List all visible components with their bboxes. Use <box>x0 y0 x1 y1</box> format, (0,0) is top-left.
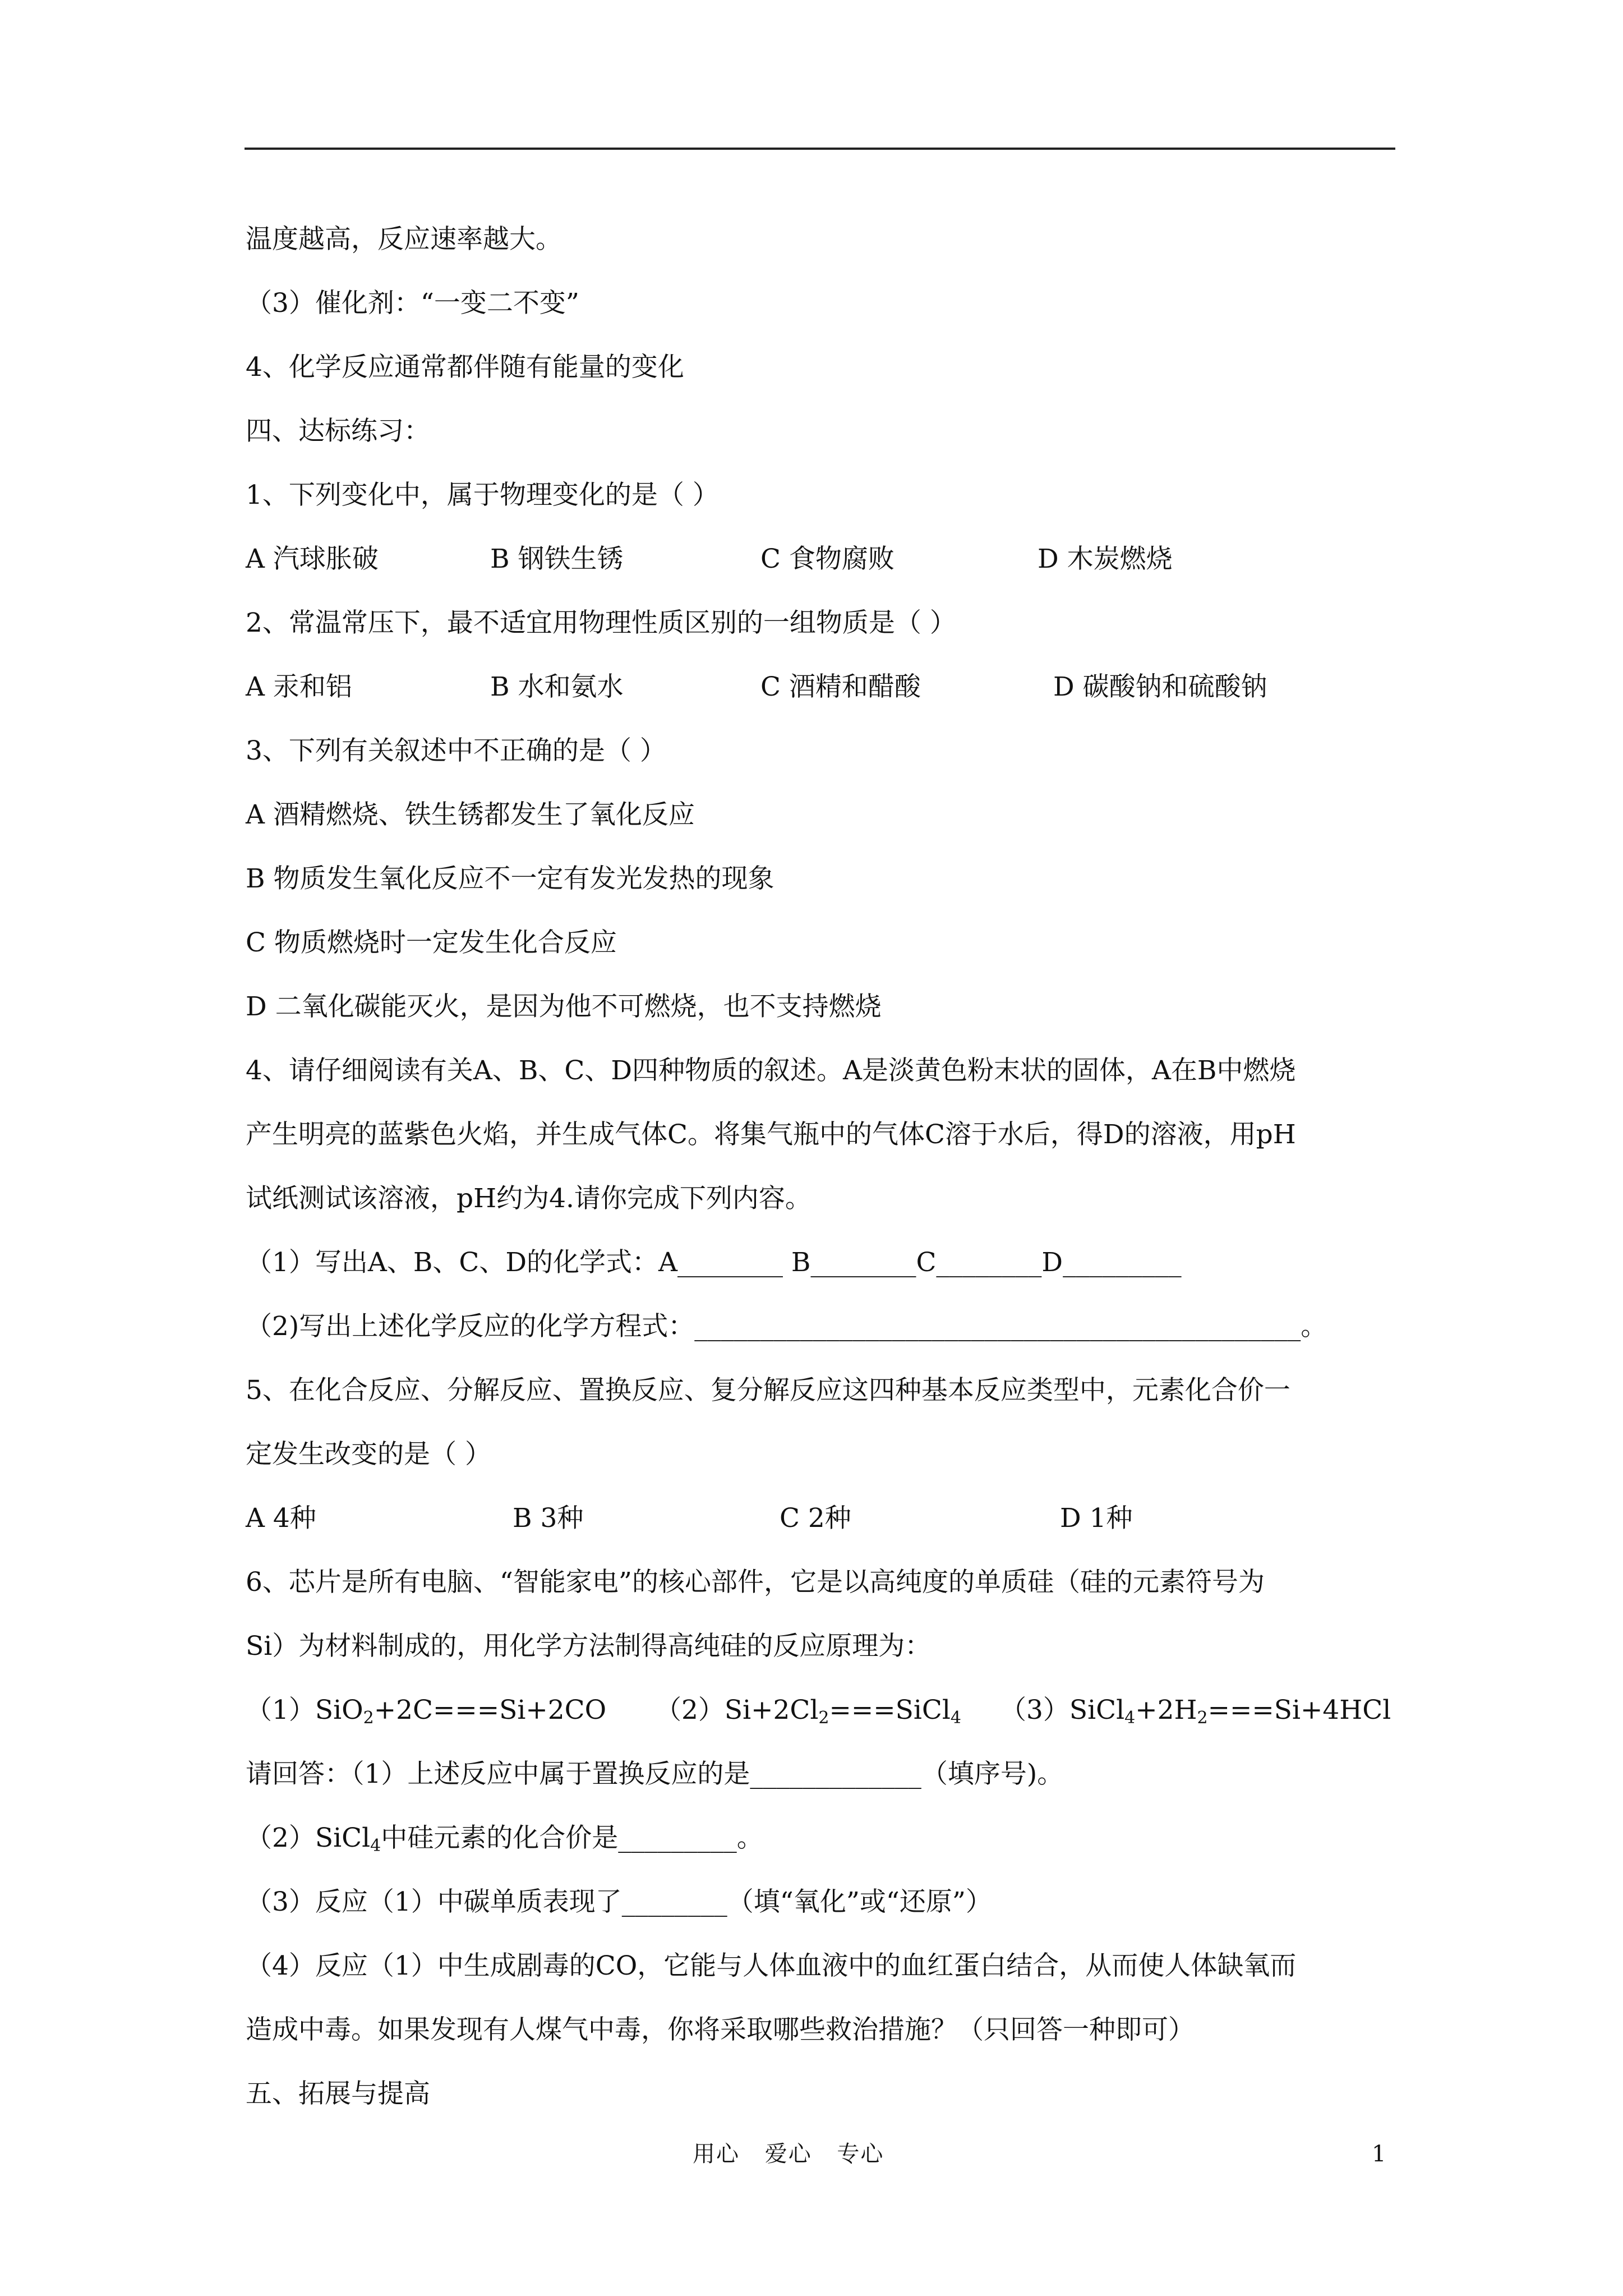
option-c: C 食物腐败 <box>760 544 895 574</box>
option-b: B 水和氨水 <box>490 671 624 702</box>
document-body <box>246 208 1401 2126</box>
option-c: C 酒精和醋酸 <box>760 671 921 702</box>
question-6-part-4: （4）反应（1）中生成剧毒的CO，它能与人体血液中的血红蛋白结合，从而使人体缺氧而 <box>246 1950 1297 1981</box>
reaction-equations <box>246 1678 1401 1742</box>
reaction-1: （1）SiO$_2$+2C===Si+2CO <box>246 1695 607 1728</box>
text-line: Si）为材料制成的，用化学方法制得高纯硅的反应原理为： <box>246 1631 932 1662</box>
option-b: B 钢铁生锈 <box>490 544 624 574</box>
footer-motto: 用心 爱心 专心 <box>693 2141 884 2167</box>
reaction-2: $(2)Si+2Cl_2===SiCl_4$ <box>655 1695 961 1728</box>
question-1: 1、下列变化中，属于物理变化的是（ ） <box>246 480 719 510</box>
question-6: 6、芯片是所有电脑、“智能家电”的核心部件，它是以高纯度的单质硅（硅的元素符号为 <box>246 1567 1265 1598</box>
text-line: 定发生改变的是（ ） <box>246 1439 491 1470</box>
option-d: D 二氧化碳能灭火，是因为他不可燃烧，也不支持燃烧 <box>246 991 882 1022</box>
question-5-options <box>246 1487 1401 1550</box>
reaction-3: $(3)SiCl_4+2H_2===Si+4HCl$ <box>1000 1695 1391 1728</box>
text-line: 温度越高，反应速率越大。 <box>246 224 562 255</box>
text-line: 4、化学反应通常都伴随有能量的变化 <box>246 352 684 383</box>
question-4-part-2: （2)写出上述化学反应的化学方程式：______________________________________________。 <box>246 1311 1327 1342</box>
text-line: 产生明亮的蓝紫色火焰，并生成气体C。将集气瓶中的气体C溶于水后，得D的溶液，用pH <box>246 1119 1296 1150</box>
option-c: C 2种 <box>780 1503 851 1534</box>
option-d: D 木炭燃烧 <box>1038 544 1173 574</box>
option-a: A 汞和铝 <box>246 671 352 702</box>
question-5: 5、在化合反应、分解反应、置换反应、复分解反应这四种基本反应类型中，元素化合价一 <box>246 1375 1290 1406</box>
page-footer <box>0 2132 1623 2177</box>
section-heading: 五、拓展与提高 <box>246 2078 430 2109</box>
question-3: 3、下列有关叙述中不正确的是（ ） <box>246 735 666 766</box>
question-6-part-2: （2）SiCl$_4$中硅元素的化合价是_________。 <box>246 1823 763 1856</box>
question-6-part-3: （3）反应（1）中碳单质表现了________（填“氧化”或“还原”） <box>246 1887 992 1917</box>
question-1-options <box>246 527 1401 591</box>
question-6-part-1: 请回答：（1）上述反应中属于置换反应的是_____________（填序号)。 <box>246 1759 1064 1789</box>
text-line: 试纸测试该溶液，pH约为4.请你完成下列内容。 <box>246 1183 811 1214</box>
text-line: 造成中毒。如果发现有人煤气中毒，你将采取哪些救治措施？（只回答一种即可） <box>246 2014 1195 2045</box>
question-2: 2、常温常压下，最不适宜用物理性质区别的一组物质是（ ） <box>246 608 956 638</box>
header-rule <box>245 148 1395 150</box>
page-number: 1 <box>1372 2141 1386 2167</box>
option-a: A 酒精燃烧、铁生锈都发生了氧化反应 <box>246 799 695 830</box>
option-b: B 物质发生氧化反应不一定有发光发热的现象 <box>246 863 774 894</box>
option-a: A 汽球胀破 <box>246 544 379 574</box>
option-b: B 3种 <box>513 1503 584 1534</box>
question-4-part-1: （1）写出A、B、C、D的化学式：A________ B________C________D_________ <box>246 1247 1182 1278</box>
option-d: D 1种 <box>1060 1503 1133 1534</box>
option-a: A 4种 <box>246 1503 316 1534</box>
question-2-options <box>246 655 1401 719</box>
section-heading: 四、达标练习： <box>246 416 430 447</box>
text-line: （3）催化剂：“一变二不变” <box>246 288 579 319</box>
option-c: C 物质燃烧时一定发生化合反应 <box>246 927 617 958</box>
question-4: 4、请仔细阅读有关A、B、C、D四种物质的叙述。A是淡黄色粉末状的固体，A在B中燃烧 <box>246 1055 1296 1086</box>
option-d: D 碳酸钠和硫酸钠 <box>1053 671 1267 702</box>
